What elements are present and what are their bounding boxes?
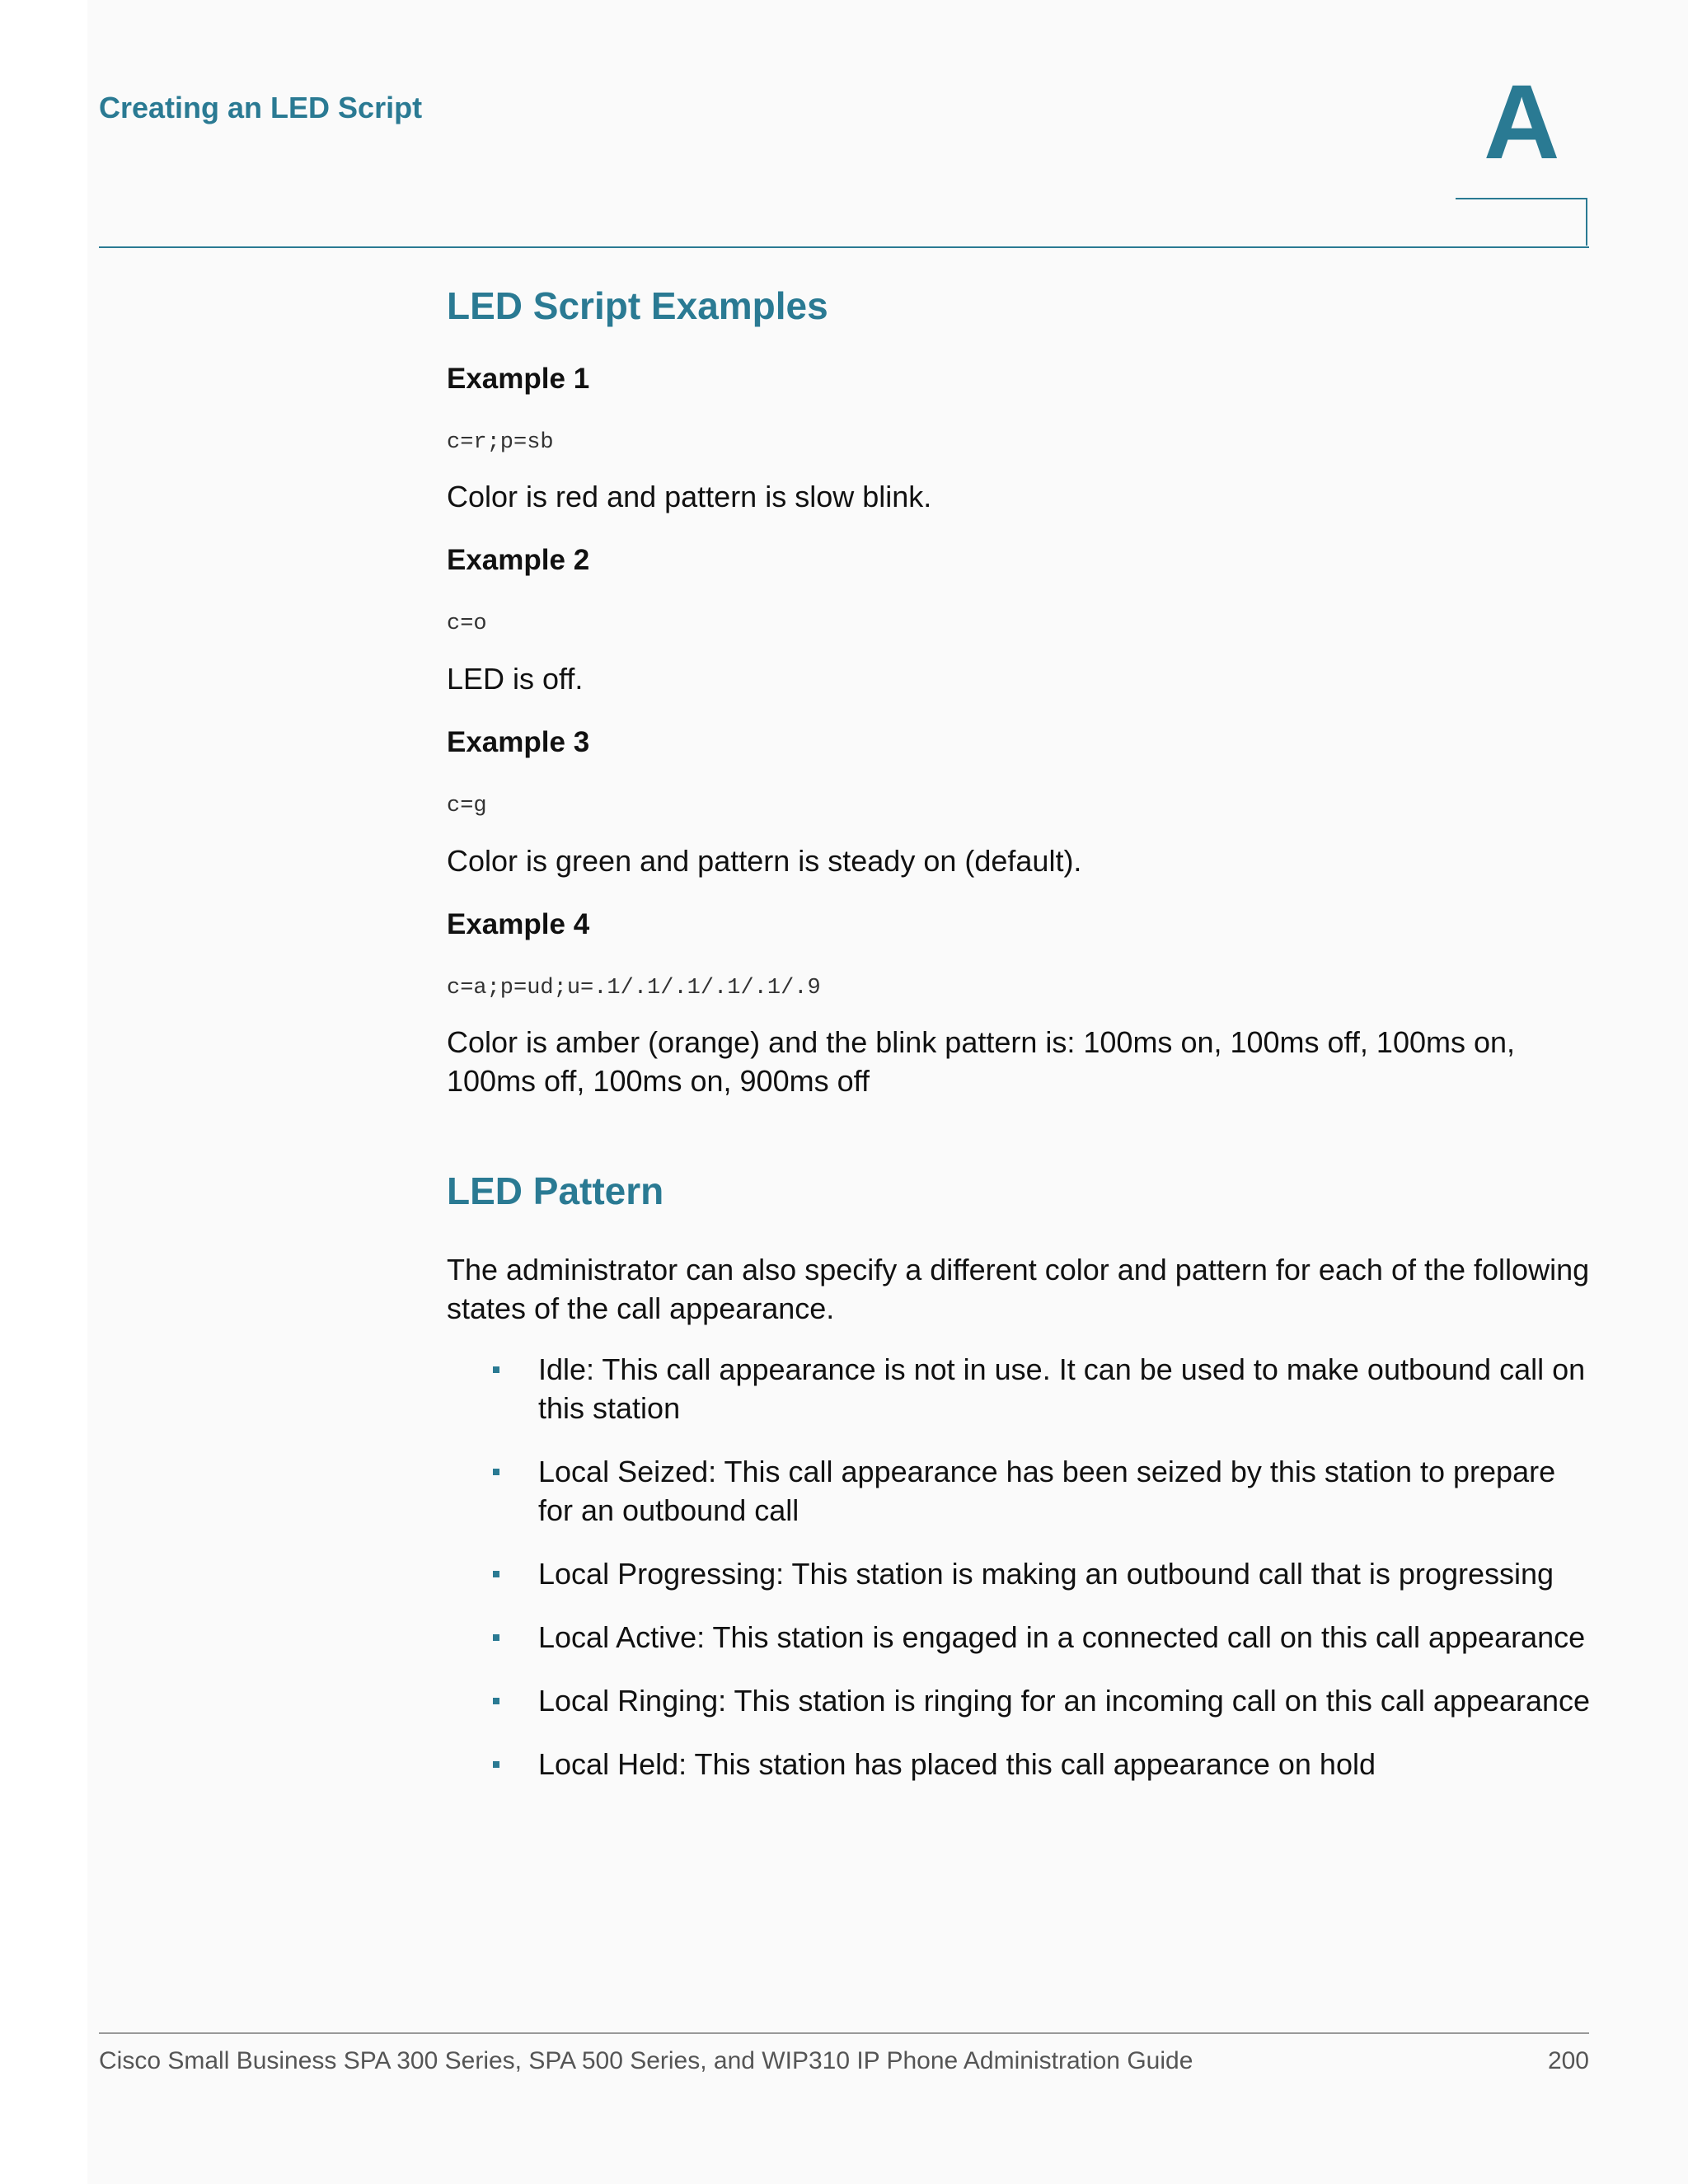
led-pattern-intro: The administrator can also specify a different color and pattern for each of the following states of the call appearance. [447,1253,1590,1325]
call-state-list [447,1350,1592,1808]
section-heading-led-script-examples: LED Script Examples [447,284,828,327]
list-item [447,1681,1592,1720]
example-4-heading: Example 4 [447,908,590,940]
example-4-description: Color is amber (orange) and the blink pattern is: 100ms on, 100ms off, 100ms on, 100ms off, 100ms on, 900ms off [447,1025,1516,1098]
header-divider [99,246,1589,248]
bullet-square-icon [493,1469,499,1475]
list-item-text: Idle: This call appearance is not in use. It can be used to make outbound call on this station [538,1352,1586,1425]
list-item-text: Local Held: This station has placed this call appearance on hold [538,1747,1376,1781]
list-item [447,1554,1592,1593]
example-3-heading: Example 3 [447,726,590,758]
list-item [447,1618,1592,1657]
list-item-text: Local Seized: This call appearance has been seized by this station to prepare for an outbound call [538,1455,1556,1527]
list-item-text: Local Progressing: This station is making an outbound call that is progressing [538,1557,1554,1591]
list-item-text: Local Active: This station is engaged in a connected call on this call appearance [538,1620,1586,1654]
page-number: 200 [1547,2047,1589,2074]
example-2-code: c=o [447,612,487,636]
list-item [447,1745,1592,1783]
footer-guide-title: Cisco Small Business SPA 300 Series, SPA 500 Series, and WIP310 IP Phone Administration Guide [99,2047,1193,2074]
running-header-title: Creating an LED Script [99,91,423,124]
example-4-code: c=a;p=ud;u=.1/.1/.1/.1/.1/.9 [447,976,821,1001]
example-1-description: Color is red and pattern is slow blink. [447,480,932,513]
bullet-square-icon [493,1698,499,1704]
example-2-heading: Example 2 [447,544,590,576]
example-3-description: Color is green and pattern is steady on (default). [447,844,1082,878]
list-item [447,1452,1592,1530]
example-1-heading: Example 1 [447,363,590,395]
appendix-tab-box [1456,198,1587,246]
example-1-code: c=r;p=sb [447,430,554,455]
footer-divider [99,2032,1589,2034]
list-item [447,1350,1592,1427]
bullet-square-icon [493,1366,499,1373]
example-3-code: c=g [447,794,487,818]
list-item-text: Local Ringing: This station is ringing for an incoming call on this call appearance [538,1684,1591,1718]
example-2-description: LED is off. [447,662,584,696]
bullet-square-icon [493,1634,499,1641]
bullet-square-icon [493,1761,499,1768]
section-heading-led-pattern: LED Pattern [447,1169,664,1212]
bullet-square-icon [493,1571,499,1577]
appendix-letter: A [1484,63,1560,181]
